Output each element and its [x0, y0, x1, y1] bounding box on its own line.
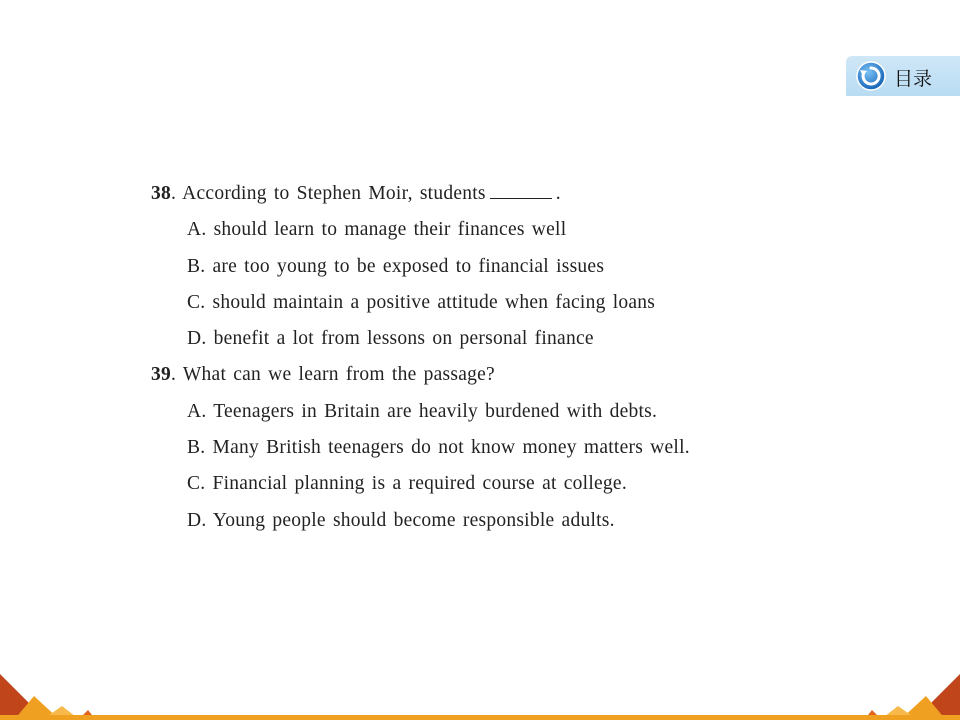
- question-text: . According to Stephen Moir, students: [171, 183, 486, 204]
- toc-label: 目录: [894, 68, 933, 90]
- option-38-c: C. should maintain a positive attitude when facing loans: [187, 291, 656, 313]
- corner-decoration-right: [860, 668, 960, 720]
- option-39-d: D. Young people should become responsible adults.: [187, 509, 615, 531]
- bottom-bar: [0, 715, 960, 720]
- answer-blank: [490, 182, 552, 199]
- option-39-a: A. Teenagers in Britain are heavily burdened with debts.: [187, 400, 658, 422]
- option-38-d: D. benefit a lot from lessons on personal finance: [187, 328, 594, 350]
- circular-arrow-icon: [856, 61, 886, 91]
- question-list: [151, 176, 911, 539]
- question-number: 39: [151, 364, 171, 386]
- option-39-c: C. Financial planning is a required course at college.: [187, 473, 627, 495]
- question-39-stem: [151, 357, 911, 393]
- question-text-end: .: [555, 183, 561, 204]
- option-38-b: B. are too young to be exposed to financial issues: [187, 255, 605, 277]
- option-39-b: B. Many British teenagers do not know money matters well.: [187, 437, 690, 459]
- option-38-a: A. should learn to manage their finances well: [187, 219, 567, 241]
- corner-decoration-left: [0, 668, 100, 720]
- question-text: . What can we learn from the passage?: [171, 364, 495, 386]
- question-number: 38: [151, 183, 171, 204]
- question-38-stem: [151, 176, 911, 212]
- toc-button[interactable]: [846, 56, 960, 96]
